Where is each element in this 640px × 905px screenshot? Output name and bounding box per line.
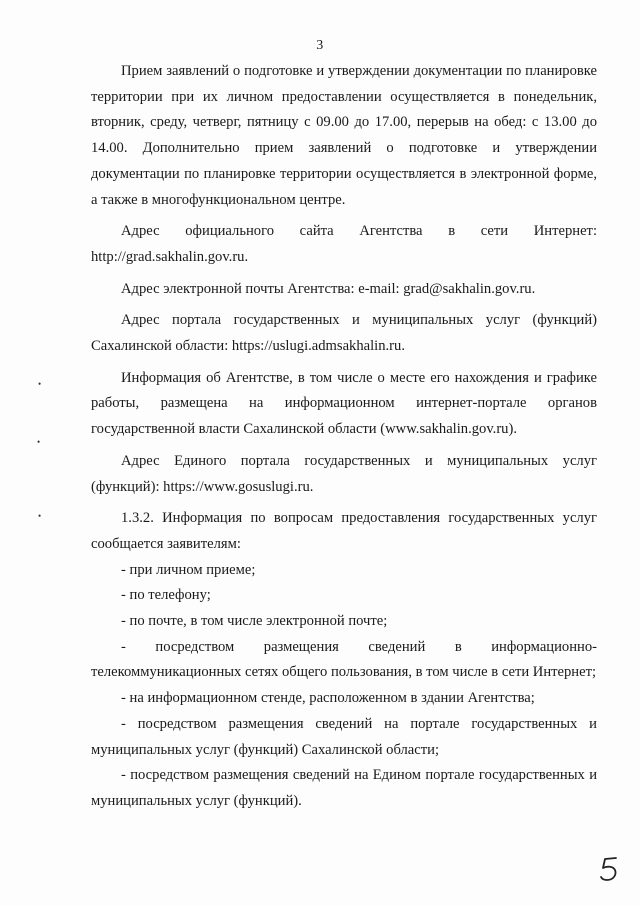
document-body [91,59,597,815]
paragraph-website-address: Адрес официального сайта Агентства в сети Интернет: http://grad.sakhalin.gov.ru. [91,223,597,265]
paragraph-regional-portal: Адрес портала государственных и муниципальных услуг (функций) Сахалинской области: https://uslugi.admsakhalin.ru. [91,312,597,355]
page-number: 3 [316,38,324,53]
handwritten-page-mark [598,855,622,883]
list-item: - по почте, в том числе электронной почте; [121,613,388,630]
scan-mark: • [37,437,41,447]
scan-mark: • [38,511,42,521]
paragraph-agency-info: Информация об Агентстве, в том числе о месте его нахождения и графике работы, размещена на информационном интернет-портале органов государственной власти Сахалинской области (www.sakhalin.gov.ru). [91,369,597,438]
list-item: - при личном приеме; [121,561,256,578]
paragraph-unified-portal: Адрес Единого портала государственных и муниципальных услуг (функций): https://www.gosuslugi.ru. [91,452,597,495]
scan-mark: • [38,379,42,389]
list-item: - по телефону; [121,587,211,604]
list-item: - посредством размещения сведений на портале государственных и муниципальных услуг (функций) Сахалинской области; [91,715,597,758]
paragraph-info-channels-intro: 1.3.2. Информация по вопросам предоставления государственных услуг сообщается заявителям: [91,510,597,552]
paragraph-reception-hours: Прием заявлений о подготовке и утверждении документации по планировке территории при их личном предоставлении осуществляется в понедельник, вторник, среду, четверг, пятницу с 09.00 до 17.00, перерыв на обед: с 13.00 до 14.00. Дополнительно прием заявлений о подготовке и утверждении документации по планировке территории осуществляется в электронной форме, а также в многофункциональном центре. [91,63,597,208]
list-item: - посредством размещения сведений на Едином портале государственных и муниципальных услуг (функций). [91,767,597,809]
list-item: - посредством размещения сведений в информационно-телекоммуникационных сетях общего пользования, в том числе в сети Интернет; [91,638,597,681]
list-item: - на информационном стенде, расположенном в здании Агентства; [121,690,535,707]
paragraph-email-address: Адрес электронной почты Агентства: e-mail: grad@sakhalin.gov.ru. [121,280,536,297]
